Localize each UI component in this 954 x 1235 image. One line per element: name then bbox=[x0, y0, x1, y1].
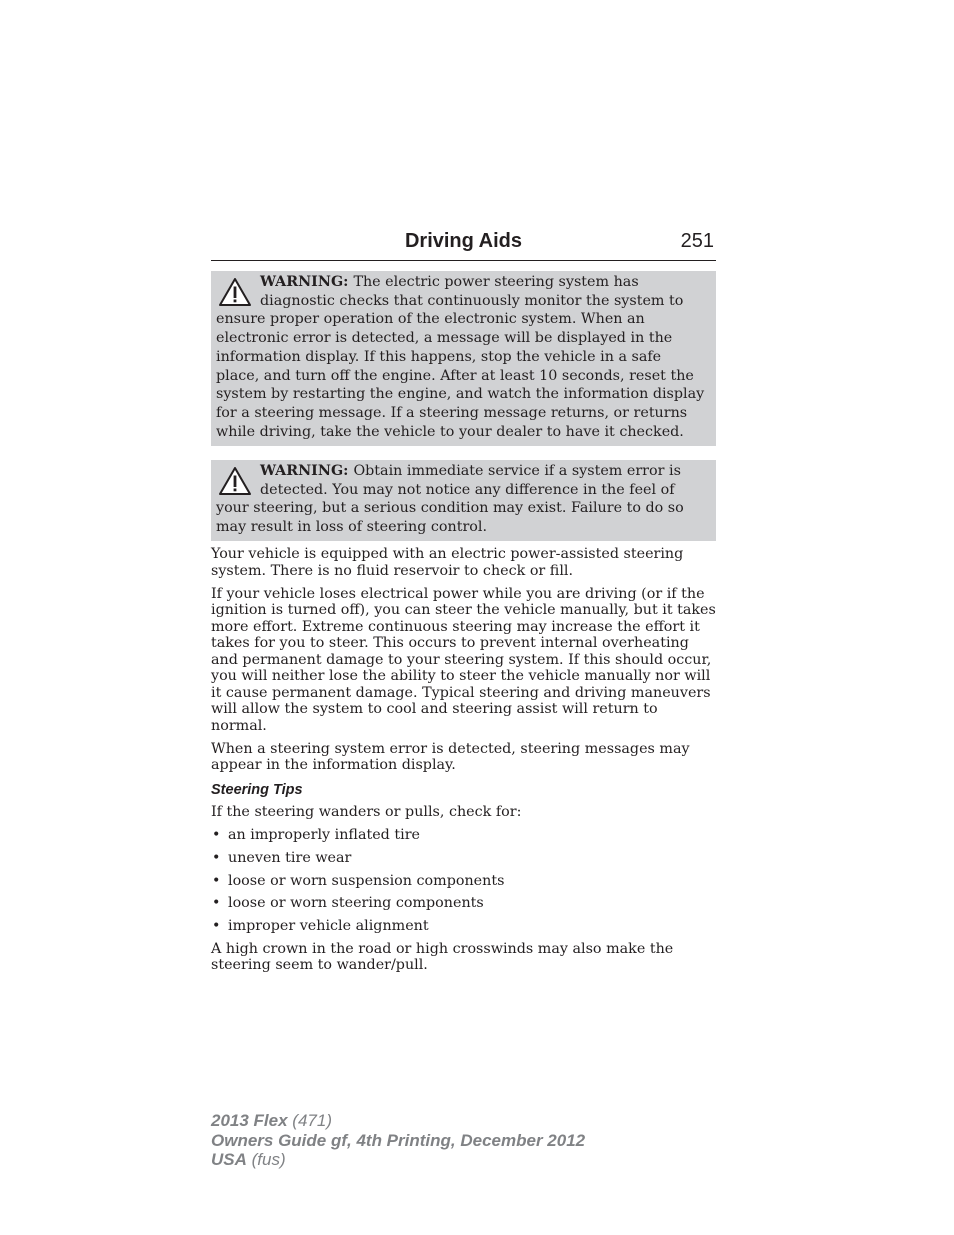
warning-triangle-icon bbox=[218, 466, 252, 496]
list-item: • an improperly inflated tire bbox=[212, 827, 420, 843]
footer-guide-line: Owners Guide gf, 4th Printing, December 2012 bbox=[211, 1130, 586, 1150]
warning-triangle-icon bbox=[218, 277, 252, 307]
warning-label: WARNING: bbox=[260, 463, 349, 479]
paragraph-crosswinds: A high crown in the road or high crosswinds may also make the steering seem to wander/pull. bbox=[211, 940, 674, 974]
footer-region-line: USA (fus) bbox=[211, 1150, 286, 1169]
paragraph-error-messages: When a steering system error is detected, steering messages may appear in the information display. bbox=[211, 740, 690, 773]
bullet: • bbox=[212, 849, 221, 866]
paragraph-equipped: Your vehicle is equipped with an electric power-assisted steering system. There is no fluid reservoir to check or fill. bbox=[211, 546, 684, 579]
warning-box-system-error bbox=[211, 460, 716, 541]
list-item: • uneven tire wear bbox=[212, 849, 352, 866]
paragraph-power-loss: If your vehicle loses electrical power while you are driving (or if the ignition is turned off), you can steer the vehicle manually, but it takes more effort. Extreme continuous steering may increase the effort it takes for you to steer. This occurs to prevent internal overheating and permanent damage to your steering system. If this should occur, you will neither lose the ability to steer the vehicle manually nor will it cause permanent damage. Typical steering and driving maneuvers will allow the system to cool and steering assist will return to normal. bbox=[211, 585, 716, 734]
page-number: 251 bbox=[680, 230, 714, 252]
bullet: • bbox=[212, 872, 221, 889]
steering-tips-intro: If the steering wanders or pulls, check for: bbox=[211, 804, 522, 820]
section-title: Driving Aids bbox=[404, 230, 523, 252]
page-footer bbox=[211, 1111, 585, 1170]
bullet: • bbox=[212, 827, 221, 843]
list-item: • loose or worn suspension components bbox=[212, 872, 505, 889]
list-item: • loose or worn steering components bbox=[212, 895, 484, 912]
warning-box-power-steering bbox=[211, 271, 716, 446]
bullet: • bbox=[212, 918, 221, 935]
main-body bbox=[211, 546, 716, 980]
steering-tips-heading: Steering Tips bbox=[211, 781, 303, 798]
warning-text: The electric power steering system has diagnostic checks that continuously monitor the system to ensure proper operation of the electronic system. When an electronic error is detected, a message will be displayed in the information display. If this happens, stop the vehicle in a safe place, and turn off the engine. After at least 10 seconds, reset the system by restarting the engine, and watch the information display for a steering message. If a steering message returns, or returns while driving, take the vehicle to your dealer to have it checked. bbox=[216, 274, 705, 440]
steering-tips-list bbox=[211, 827, 716, 935]
list-item: • improper vehicle alignment bbox=[212, 918, 429, 935]
bullet: • bbox=[212, 895, 221, 912]
page-header bbox=[211, 230, 716, 261]
warning-text: Obtain immediate service if a system error is detected. You may not notice any difference in the feel of your steering, but a serious condition may exist. Failure to do so may result in loss of steering control. bbox=[216, 463, 684, 536]
footer-model-line: 2013 Flex (471) bbox=[211, 1111, 332, 1130]
warning-label: WARNING: bbox=[260, 274, 349, 290]
